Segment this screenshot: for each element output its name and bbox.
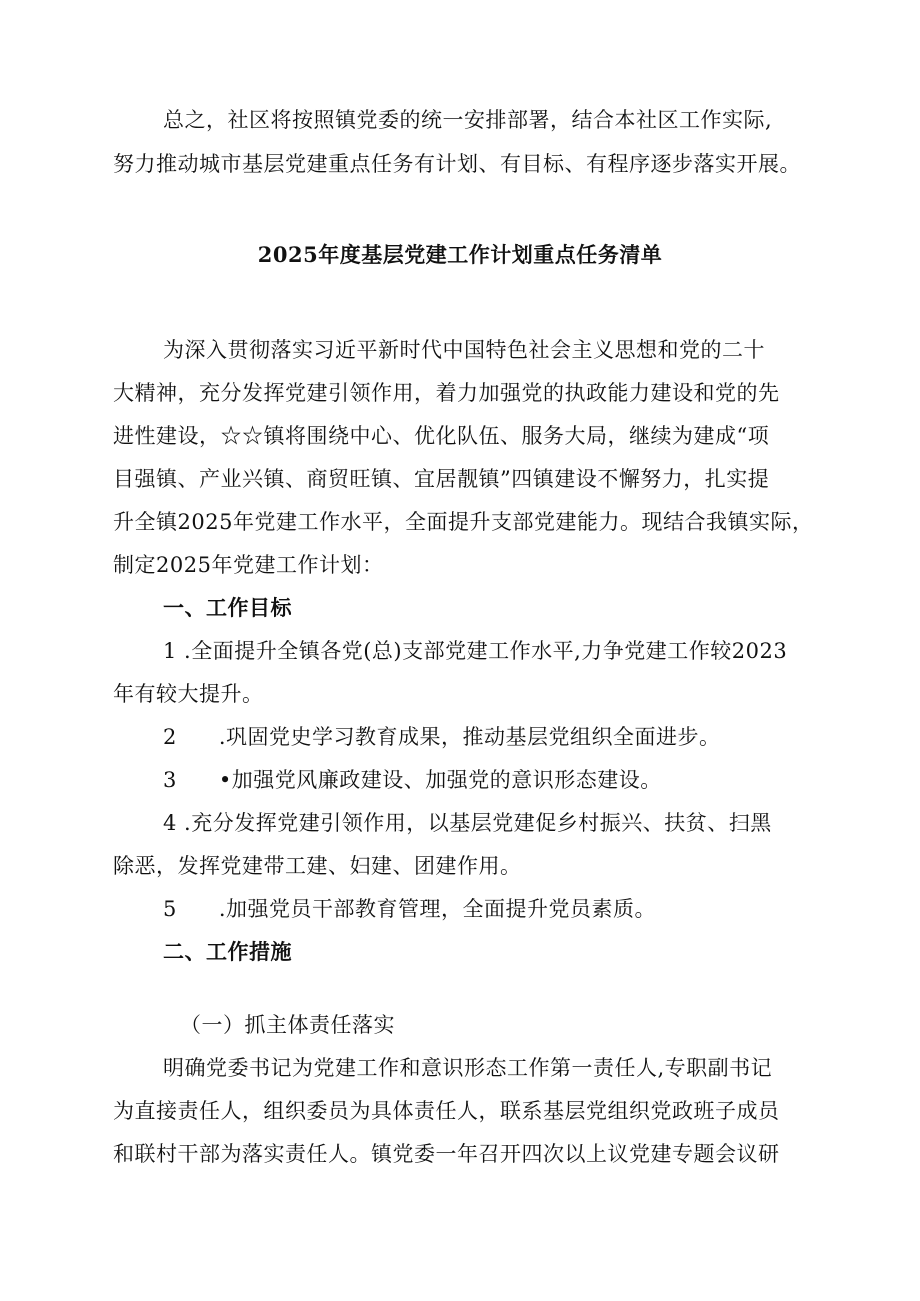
intro-line-6: 制定2025年党建工作计划： (113, 553, 384, 577)
intro-line-5: 升全镇2025年党建工作水平，全面提升支部党建能力。现结合我镇实际， (113, 510, 814, 534)
goal-item-2-number: 2 (163, 725, 177, 749)
goal-item-5-text: .加强党员干部教育管理，全面提升党员素质。 (218, 897, 657, 921)
intro-line-3: 进性建设，☆☆镇将围绕中心、优化队伍、服务大局，继续为建成“项 (113, 424, 770, 448)
intro-line-4: 目强镇、产业兴镇、商贸旺镇、宜居靓镇”四镇建设不懈努力，扎实提 (113, 467, 770, 491)
goal-item-2 (163, 720, 721, 754)
subsection-1-heading: （一）抓主体责任落实 (180, 1013, 395, 1037)
goal-item-5-number: 5 (163, 897, 177, 921)
goal-item-5 (163, 892, 656, 926)
goal-item-1-line-1: 1 .全面提升全镇各党(总)支部党建工作水平,力争党建工作较2023 (163, 639, 788, 663)
goal-item-3 (163, 763, 662, 797)
goal-item-3-text: •加强党风廉政建设、加强党的意识形态建设。 (218, 768, 662, 792)
goal-item-1-line-2: 年有较大提升。 (113, 682, 264, 706)
intro-line-1: 为深入贯彻落实习近平新时代中国特色社会主义思想和党的二十 (163, 338, 765, 362)
measure-para-line-2: 为直接责任人，组织委员为具体责任人，联系基层党组织党政班子成员 (113, 1099, 780, 1123)
goal-item-4-line-1: 4 .充分发挥党建引领作用，以基层党建促乡村振兴、扶贫、扫黑 (163, 811, 772, 835)
document-title: 2025年度基层党建工作计划重点任务清单 (257, 242, 663, 267)
measure-para-line-1: 明确党委书记为党建工作和意识形态工作第一责任人,专职副书记 (163, 1056, 773, 1080)
section-2-heading: 二、工作措施 (163, 939, 292, 964)
conclusion-line-2: 努力推动城市基层党建重点任务有计划、有目标、有程序逐步落实开展。 (113, 152, 801, 176)
goal-item-2-text: .巩固党史学习教育成果，推动基层党组织全面进步。 (218, 725, 721, 749)
goal-item-4-line-2: 除恶，发挥党建带工建、妇建、团建作用。 (113, 854, 522, 878)
goal-item-3-number: 3 (163, 768, 177, 792)
section-1-heading: 一、工作目标 (163, 595, 292, 620)
conclusion-line-1: 总之，社区将按照镇党委的统一安排部署，结合本社区工作实际, (163, 108, 773, 132)
intro-line-2: 大精神，充分发挥党建引领作用，着力加强党的执政能力建设和党的先 (113, 381, 780, 405)
measure-para-line-3: 和联村干部为落实责任人。镇党委一年召开四次以上议党建专题会议研 (113, 1142, 780, 1166)
